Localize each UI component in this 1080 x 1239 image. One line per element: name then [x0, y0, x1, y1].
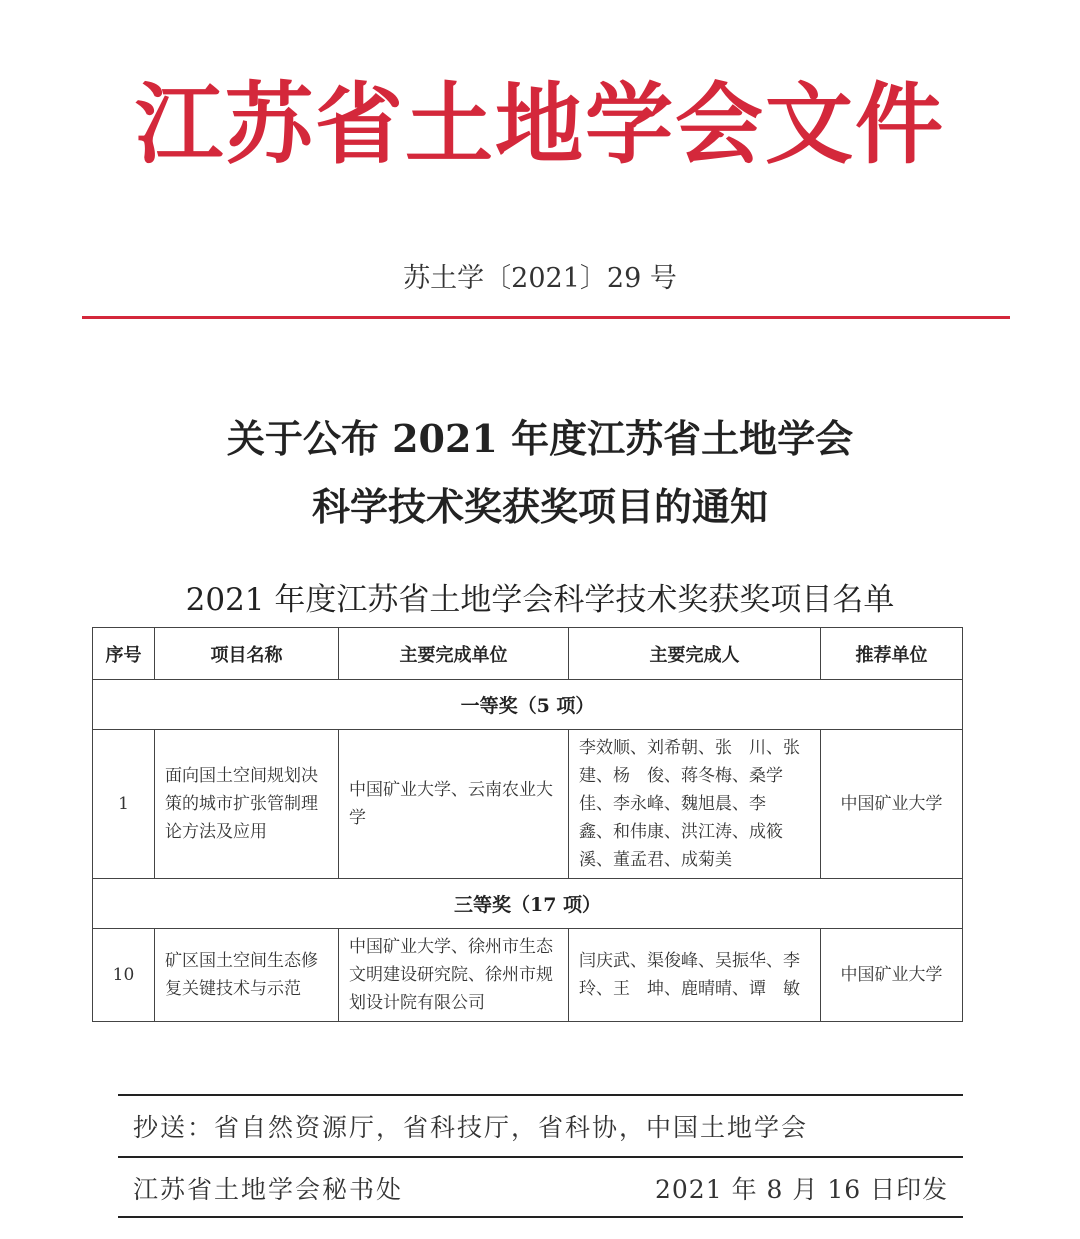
row-seq: 10 [93, 929, 155, 1022]
row-units: 中国矿业大学、徐州市生态文明建设研究院、徐州市规划设计院有限公司 [339, 929, 569, 1022]
section-row-third-prize [93, 879, 963, 929]
notice-title-line2: 科学技术奖获奖项目的通知 [311, 484, 768, 529]
row-people: 李效顺、刘希朝、张 川、张 建、杨 俊、蒋冬梅、桑学佳、李永峰、魏旭晨、李 鑫、和伟康、洪江涛、成筱溪、董孟君、成菊美 [569, 730, 821, 879]
row-seq: 1 [93, 730, 155, 879]
column-header-recommender: 推荐单位 [821, 628, 963, 680]
section-row-first-prize [93, 680, 963, 730]
column-header-project: 项目名称 [155, 628, 339, 680]
table-row [93, 929, 963, 1022]
award-list-title: 2021 年度江苏省土地学会科学技术奖获奖项目名单 [185, 582, 895, 618]
red-divider [82, 316, 1010, 319]
section-label: 三等奖（17 项） [93, 879, 963, 929]
issue-date: 2021 年 8 月 16 日印发 [655, 1175, 949, 1204]
section-label: 一等奖（5 项） [93, 680, 963, 730]
row-people: 闫庆武、渠俊峰、吴振华、李 玲、王 坤、鹿晴晴、谭 敏 [569, 929, 821, 1022]
document-number: 苏土学〔2021〕29 号 [403, 263, 677, 294]
notice-title-line1: 关于公布 2021 年度江苏省土地学会 [226, 416, 854, 461]
footer-divider-bottom [118, 1216, 963, 1218]
column-header-seq: 序号 [93, 628, 155, 680]
issuer: 江苏省土地学会秘书处 [133, 1175, 404, 1204]
row-project: 面向国土空间规划决策的城市扩张管制理论方法及应用 [155, 730, 339, 879]
table-row [93, 730, 963, 879]
row-recommender: 中国矿业大学 [821, 730, 963, 879]
column-header-people: 主要完成人 [569, 628, 821, 680]
footer-divider-middle [118, 1156, 963, 1158]
column-header-units: 主要完成单位 [339, 628, 569, 680]
award-table [92, 627, 963, 1022]
row-units: 中国矿业大学、云南农业大学 [339, 730, 569, 879]
row-project: 矿区国土空间生态修复关键技术与示范 [155, 929, 339, 1022]
org-header-title: 江苏省土地学会文件 [134, 72, 945, 176]
footer-divider-top [118, 1094, 963, 1096]
table-header-row [93, 628, 963, 680]
cc-recipients: 抄送：省自然资源厅，省科技厅，省科协，中国土地学会 [133, 1113, 809, 1142]
row-recommender: 中国矿业大学 [821, 929, 963, 1022]
